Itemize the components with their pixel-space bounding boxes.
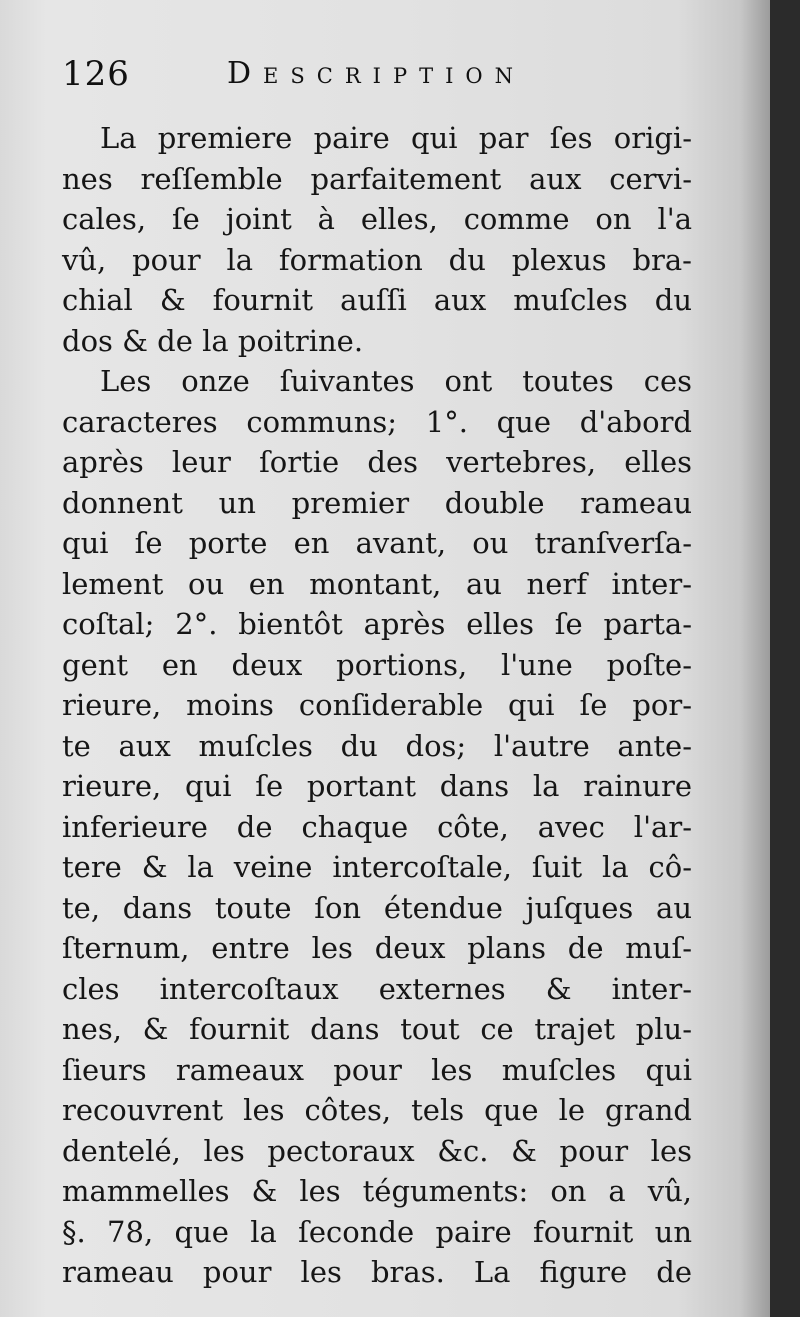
- text-line: coſtal; 2°. bientôt après elles ſe parta-: [62, 607, 692, 641]
- text-line: §. 78, que la ſeconde paire fournit un: [62, 1214, 692, 1249]
- body-text: [62, 118, 692, 1293]
- text-line: rieure, qui ſe portant dans la rainure: [62, 769, 692, 803]
- text-line: gent en deux portions, l'une poſte-: [62, 647, 692, 682]
- text-line: dos & de la poitrine.: [62, 323, 364, 358]
- text-line: lement ou en montant, au nerf inter-: [62, 566, 692, 601]
- text-line: nes reſſemble parfaitement aux cervi-: [62, 161, 692, 196]
- text-line: dentelé, les pectoraux &c. & pour les: [62, 1133, 692, 1168]
- text-line: Les onze ſuivantes ont toutes ces: [100, 364, 692, 398]
- text-line: rieure, moins conſiderable qui ſe por-: [62, 688, 692, 722]
- text-line: te, dans toute ſon étendue juſques au: [62, 890, 692, 925]
- running-title: Description: [227, 56, 525, 91]
- page-header: [62, 52, 702, 102]
- text-line: cales, ſe joint à elles, comme on l'a: [62, 202, 692, 236]
- text-line: tere & la veine intercoſtale, ſuit la cô-: [62, 850, 692, 884]
- text-line: donnent un premier double rameau: [62, 485, 692, 520]
- text-line: cles intercoſtaux externes & inter-: [62, 971, 692, 1006]
- text-line: ſternum, entre les deux plans de muſ-: [62, 931, 692, 965]
- page-number: 126: [62, 54, 130, 94]
- page-edge-shadow: [740, 0, 770, 1317]
- text-line: La premiere paire qui par ſes origi-: [100, 121, 692, 155]
- text-line: te aux muſcles du dos; l'autre ante-: [62, 728, 692, 763]
- text-line: qui ſe porte en avant, ou tranſverſa-: [62, 526, 692, 560]
- text-line: après leur ſortie des vertebres, elles: [62, 445, 692, 479]
- text-line: mammelles & les téguments: on a vû,: [62, 1174, 692, 1208]
- text-line: recouvrent les côtes, tels que le grand: [62, 1093, 692, 1127]
- text-line: chial & fournit auſſi aux muſcles du: [62, 283, 692, 317]
- text-line: rameau pour les bras. La figure de: [62, 1255, 692, 1289]
- text-line: nes, & fournit dans tout ce trajet plu-: [62, 1012, 692, 1046]
- text-line: ſieurs rameaux pour les muſcles qui: [62, 1052, 692, 1087]
- text-line: inferieure de chaque côte, avec l'ar-: [62, 809, 692, 844]
- text-line: vû, pour la formation du plexus bra-: [62, 242, 692, 277]
- text-line: caracteres communs; 1°. que d'abord: [62, 404, 692, 439]
